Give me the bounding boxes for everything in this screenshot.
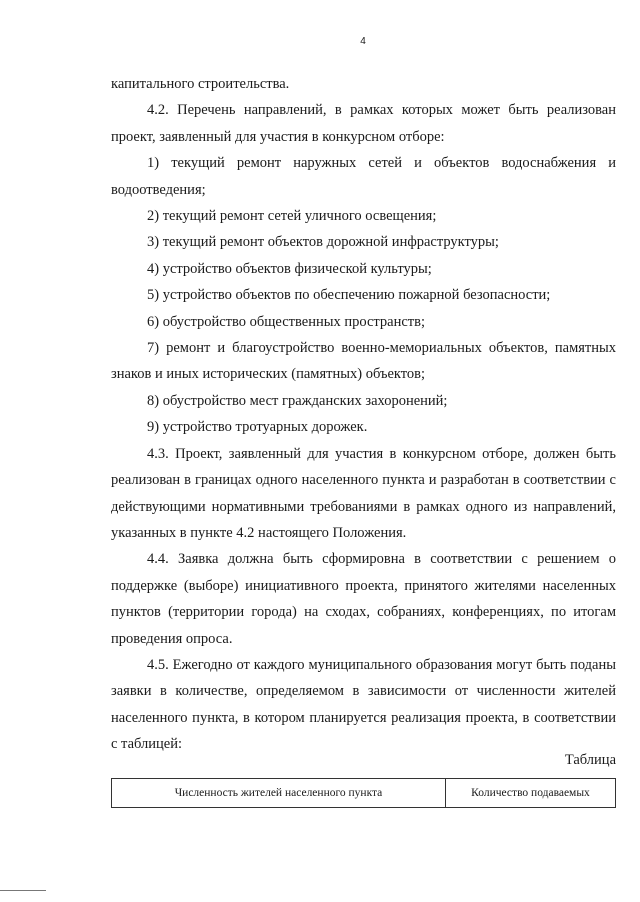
list-item: 1) текущий ремонт наружных сетей и объектов водоснабжения и водоотведения; [111,155,616,198]
document-body [111,71,616,758]
table-caption: Таблица [564,752,616,768]
page-number: 4 [360,36,366,47]
list-item: 7) ремонт и благоустройство военно-мемориальных объектов, памятных знаков и иных исторических (памятных) объектов; [111,340,616,383]
paragraph-continuation: капитального строительства. [111,76,290,92]
paragraph-4-2: 4.2. Перечень направлений, в рамках которых может быть реализован проект, заявленный для участия в конкурсном отборе: [111,102,616,145]
page-edge-rule [0,890,46,891]
list-item: 9) устройство тротуарных дорожек. [147,419,368,436]
list-item: 3) текущий ремонт объектов дорожной инфраструктуры; [147,234,499,251]
paragraph-4-5: 4.5. Ежегодно от каждого муниципального образования могут быть поданы заявки в количестве, определяемом в зависимости от численности жителей населенного пункта, в котором планируется реализация проекта, в соответствии с таблицей: [111,656,616,753]
table-header-cell: Количество подаваемых [446,779,616,808]
applications-table [111,778,616,808]
table-header-row [112,779,616,808]
list-item: 8) обустройство мест гражданских захоронений; [147,392,448,409]
list-item: 6) обустройство общественных пространств; [147,313,425,330]
table-header-cell: Численность жителей населенного пункта [112,779,446,808]
list-item: 2) текущий ремонт сетей уличного освещения; [147,208,437,225]
paragraph-4-4: 4.4. Заявка должна быть сформировна в соответствии с решением о поддержке (выборе) инициативного проекта, принятого жителями населенных пунктов (территории города) на сходах, собраниях, конференциях, по итогам проведения опроса. [111,551,616,647]
list-item: 5) устройство объектов по обеспечению пожарной безопасности; [147,287,551,304]
paragraph-4-3: 4.3. Проект, заявленный для участия в конкурсном отборе, должен быть реализован в границах одного населенного пункта и разработан в соответствии с действующими нормативными требованиями в рамках одного из направлений, указанных в пункте 4.2 настоящего Положения. [111,445,616,541]
list-item: 4) устройство объектов физической культуры; [147,260,432,277]
